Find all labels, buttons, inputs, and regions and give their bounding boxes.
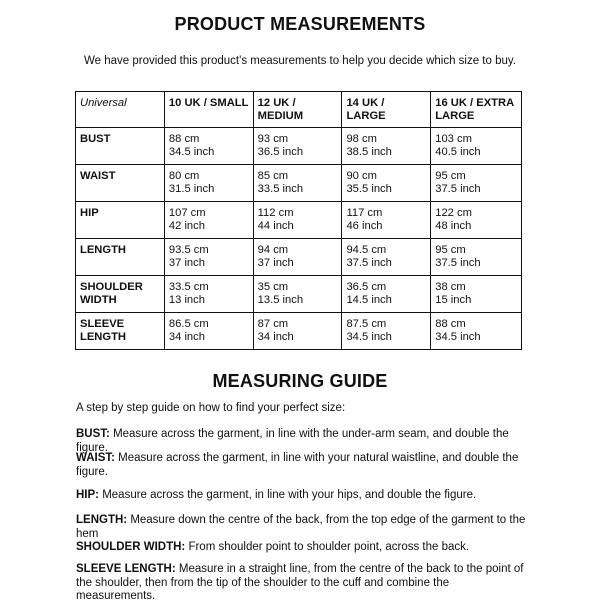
table-cell: [253, 276, 342, 313]
table-row: [76, 239, 522, 276]
page-title: PRODUCT MEASUREMENTS: [174, 14, 426, 34]
row-label: WAIST: [76, 165, 165, 202]
table-cell: [164, 128, 253, 165]
guide-term: WAIST: [76, 452, 112, 464]
table-cell: [431, 128, 522, 165]
table-cell: [342, 165, 431, 202]
value-inch: 13 inch: [168, 294, 205, 306]
value-inch: 34 inch: [257, 331, 294, 343]
table-cell: [431, 313, 522, 350]
value-cm: 98 cm: [346, 133, 377, 145]
table-cell: [342, 239, 431, 276]
value-inch: 37.5 inch: [435, 183, 481, 195]
header-cell-universal: Universal: [76, 92, 165, 128]
value-cm: 94.5 cm: [346, 244, 387, 256]
table-cell: [253, 128, 342, 165]
guide-item: [76, 489, 526, 503]
table-cell: [431, 276, 522, 313]
value-inch: 37.5 inch: [346, 257, 392, 269]
guide-text: Measure across the garment, in line with the under-arm seam, and double the figure.: [76, 428, 509, 454]
guide-text: Measure down the centre of the back, from the top edge of the garment to the hem: [76, 514, 526, 540]
value-cm: 93 cm: [257, 133, 289, 145]
value-inch: 38.5 inch: [346, 146, 392, 158]
value-cm: 107 cm: [168, 207, 206, 219]
value-cm: 33.5 cm: [168, 281, 209, 293]
value-cm: 86.5 cm: [168, 318, 209, 330]
guide-item: [76, 563, 526, 604]
guide-term-separator: :: [95, 489, 103, 501]
table-row: [76, 313, 522, 350]
guide-item: [76, 514, 526, 541]
table-cell: [164, 165, 253, 202]
header-cell-large: 14 UK / LARGE: [342, 92, 431, 128]
guide-title: MEASURING GUIDE: [212, 371, 388, 391]
value-inch: 31.5 inch: [168, 183, 215, 195]
guide-term-separator: :: [111, 452, 119, 464]
row-label: SLEEVE LENGTH: [76, 313, 165, 350]
intro-text: We have provided this product's measurements to help you decide which size to buy.: [84, 55, 516, 67]
row-label: SHOULDER WIDTH: [76, 276, 165, 313]
value-inch: 37.5 inch: [435, 257, 481, 269]
guide-text: From shoulder point to shoulder point, across the back.: [188, 541, 470, 553]
value-cm: 38 cm: [435, 281, 466, 293]
value-inch: 37 inch: [168, 257, 205, 269]
guide-text: Measure in a straight line, from the centre of the back to the point of the shoulder, then from the tip of the shoulder to the cuff and combine the measurements.: [76, 563, 524, 602]
value-inch: 36.5 inch: [257, 146, 304, 158]
value-inch: 48 inch: [435, 220, 472, 232]
value-inch: 15 inch: [435, 294, 472, 306]
value-inch: 34.5 inch: [168, 146, 215, 158]
value-cm: 94 cm: [257, 244, 289, 256]
table-cell: [164, 276, 253, 313]
guide-term: BUST: [76, 428, 107, 440]
value-cm: 103 cm: [435, 133, 472, 145]
row-label: HIP: [76, 202, 165, 239]
table-cell: [342, 276, 431, 313]
table-cell: [253, 313, 342, 350]
table-cell: [164, 313, 253, 350]
guide-term-separator: :: [181, 541, 189, 553]
guide-term: SLEEVE LENGTH: [76, 563, 172, 575]
guide-text: Measure across the garment, in line with your hips, and double the figure.: [102, 489, 477, 501]
row-label: BUST: [76, 128, 165, 165]
value-cm: 90 cm: [346, 170, 377, 182]
table-cell: [253, 202, 342, 239]
row-label: LENGTH: [76, 239, 165, 276]
value-inch: 35.5 inch: [346, 183, 392, 195]
value-inch: 34.5 inch: [346, 331, 392, 343]
table-cell: [342, 313, 431, 350]
table-row: [76, 202, 522, 239]
guide-item: [76, 541, 526, 555]
table-cell: [431, 165, 522, 202]
guide-term-separator: :: [106, 428, 114, 440]
table-cell: [431, 239, 522, 276]
table-cell: [253, 239, 342, 276]
table-row: [76, 128, 522, 165]
guide-term: HIP: [76, 489, 96, 501]
guide-text: Measure across the garment, in line with your natural waistline, and double the figure.: [76, 452, 519, 478]
guide-term-separator: :: [123, 514, 131, 526]
value-inch: 46 inch: [346, 220, 383, 232]
value-inch: 13.5 inch: [257, 294, 304, 306]
size-table: [75, 91, 522, 350]
value-cm: 80 cm: [168, 170, 200, 182]
value-cm: 95 cm: [435, 170, 466, 182]
guide-term: LENGTH: [76, 514, 124, 526]
value-inch: 34 inch: [168, 331, 205, 343]
table-cell: [342, 128, 431, 165]
table-cell: [164, 239, 253, 276]
value-inch: 40.5 inch: [435, 146, 481, 158]
value-inch: 34.5 inch: [435, 331, 481, 343]
guide-term-separator: :: [171, 563, 179, 575]
value-cm: 36.5 cm: [346, 281, 387, 293]
value-cm: 88 cm: [435, 318, 466, 330]
value-cm: 122 cm: [435, 207, 472, 219]
value-cm: 112 cm: [257, 207, 294, 219]
value-inch: 37 inch: [257, 257, 294, 269]
header-cell-extra-large: 16 UK / EXTRA LARGE: [431, 92, 522, 128]
value-inch: 42 inch: [168, 220, 205, 232]
table-header-row: [76, 92, 522, 128]
header-cell-medium: 12 UK / MEDIUM: [253, 92, 342, 128]
table-cell: [253, 165, 342, 202]
value-inch: 33.5 inch: [257, 183, 304, 195]
guide-term: SHOULDER WIDTH: [76, 541, 182, 553]
table-row: [76, 276, 522, 313]
guide-intro: A step by step guide on how to find your perfect size:: [76, 402, 346, 414]
table-cell: [342, 202, 431, 239]
value-cm: 93.5 cm: [168, 244, 209, 256]
value-inch: 44 inch: [257, 220, 294, 232]
value-cm: 95 cm: [435, 244, 466, 256]
value-inch: 14.5 inch: [346, 294, 392, 306]
value-cm: 87 cm: [257, 318, 289, 330]
value-cm: 88 cm: [168, 133, 200, 145]
value-cm: 117 cm: [346, 207, 383, 219]
guide-item: [76, 452, 526, 479]
header-cell-small: 10 UK / SMALL: [164, 92, 253, 128]
value-cm: 87.5 cm: [346, 318, 387, 330]
value-cm: 35 cm: [257, 281, 289, 293]
table-cell: [431, 202, 522, 239]
value-cm: 85 cm: [257, 170, 289, 182]
table-cell: [164, 202, 253, 239]
guide-item: [76, 428, 526, 455]
table-row: [76, 165, 522, 202]
